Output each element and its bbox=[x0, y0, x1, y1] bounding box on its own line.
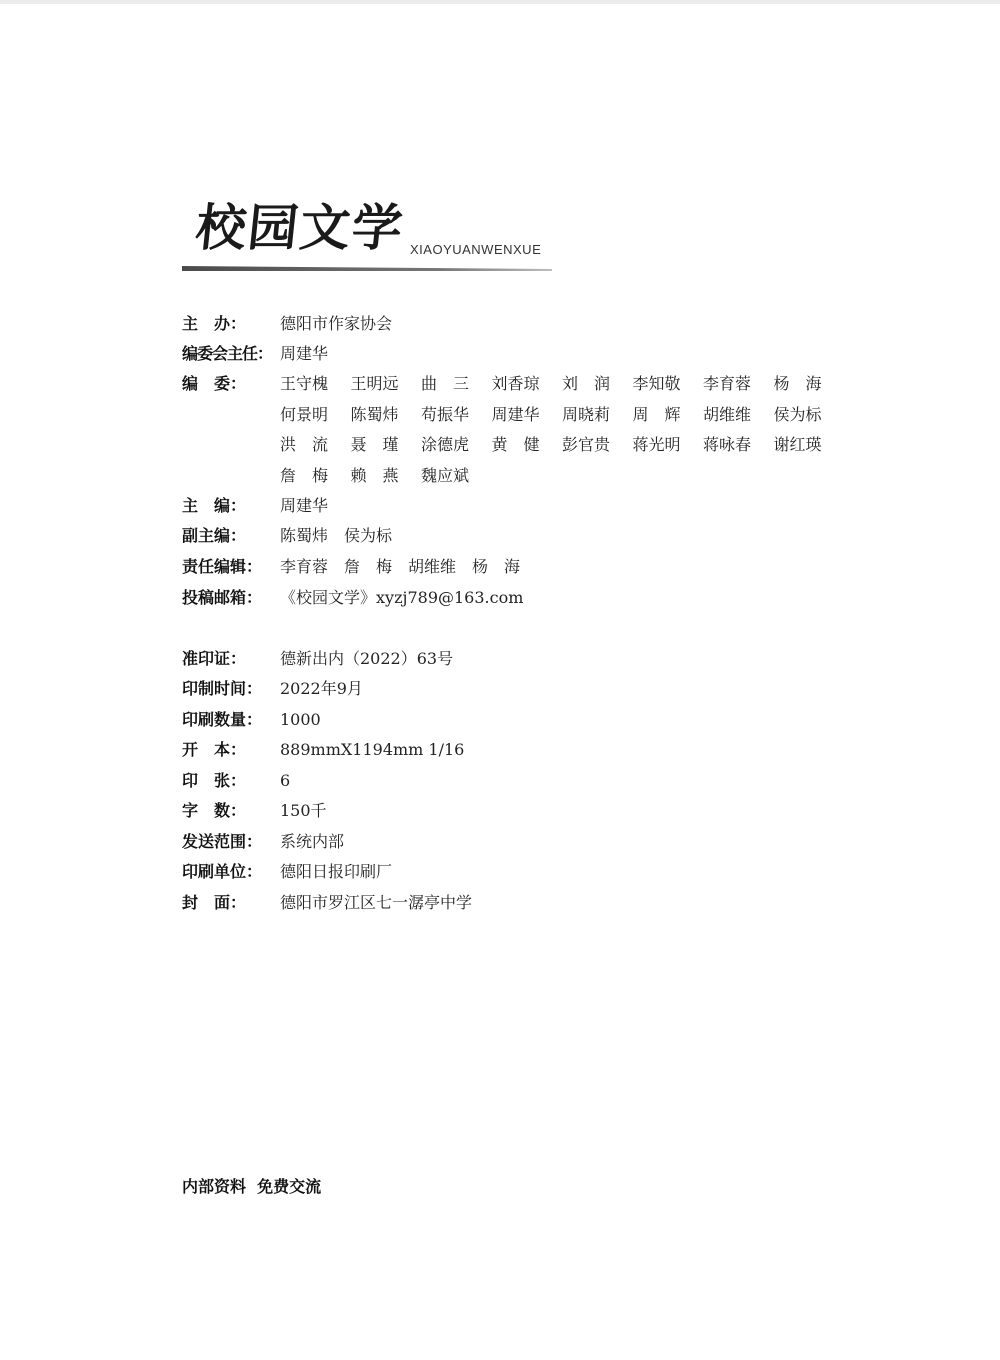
committee-member: 赖 燕 bbox=[350, 465, 399, 485]
deputy-value: 陈蜀炜 侯为标 bbox=[280, 526, 393, 545]
director-value: 周建华 bbox=[280, 344, 329, 363]
committee-member: 聂 瑾 bbox=[350, 435, 399, 454]
committee-member: 刘 润 bbox=[562, 374, 611, 393]
print-time-label: 印制时间： bbox=[182, 679, 263, 698]
responsible-label: 责任编辑： bbox=[182, 557, 263, 576]
committee-member: 涂德虎 bbox=[421, 435, 470, 454]
masthead-title: 校园文学 bbox=[192, 198, 408, 257]
committee-member: 周晓莉 bbox=[562, 404, 611, 424]
committee-member: 侯为标 bbox=[773, 404, 822, 424]
committee-member: 胡维维 bbox=[703, 404, 752, 424]
committee-member: 黄 健 bbox=[491, 435, 540, 454]
format-value: 889mmX1194mm 1/16 bbox=[280, 740, 465, 759]
committee-member: 洪 流 bbox=[280, 435, 329, 454]
permit-label: 准印证： bbox=[182, 649, 247, 668]
print-time-value: 2022年9月 bbox=[280, 679, 363, 698]
words-label: 字 数： bbox=[182, 801, 247, 820]
quantity-value: 1000 bbox=[280, 710, 321, 729]
words-value: 150千 bbox=[280, 801, 327, 820]
committee-member: 刘香琼 bbox=[491, 374, 540, 393]
distribution-value: 系统内部 bbox=[280, 832, 345, 851]
committee-member: 王守槐 bbox=[280, 374, 329, 393]
committee-member: 谢红瑛 bbox=[773, 435, 822, 454]
committee-member: 蒋咏春 bbox=[703, 435, 752, 454]
cover-value: 德阳市罗江区七一潺亭中学 bbox=[280, 893, 473, 912]
format-label: 开 本： bbox=[182, 740, 247, 759]
distribution-label: 发送范围： bbox=[182, 832, 263, 851]
email-value[interactable]: 《校园文学》xyzj789@163.com bbox=[280, 588, 524, 607]
committee-member: 苟振华 bbox=[421, 404, 470, 424]
committee-member: 彭官贵 bbox=[562, 435, 611, 454]
cover-label: 封 面： bbox=[182, 893, 247, 912]
printer-value: 德阳日报印刷厂 bbox=[280, 862, 393, 881]
quantity-label: 印刷数量： bbox=[182, 710, 263, 729]
responsible-value: 李育蓉 詹 梅 胡维维 杨 海 bbox=[280, 557, 521, 576]
committee-member: 周 辉 bbox=[632, 404, 681, 424]
committee-member: 蒋光明 bbox=[632, 435, 681, 454]
committee-member: 魏应斌 bbox=[421, 465, 470, 485]
chief-editor-value: 周建华 bbox=[280, 496, 329, 515]
committee-member: 陈蜀炜 bbox=[350, 404, 399, 424]
committee-member: 李育蓉 bbox=[703, 374, 752, 393]
committee-member: 王明远 bbox=[350, 374, 399, 393]
masthead-subtitle: XIAOYUANWENXUE bbox=[410, 242, 542, 257]
committee-member: 李知敬 bbox=[632, 374, 681, 393]
top-border bbox=[0, 0, 1000, 4]
printer-label: 印刷单位： bbox=[182, 862, 263, 881]
chief-editor-label: 主 编： bbox=[182, 496, 247, 515]
host-label: 主 办： bbox=[182, 314, 247, 333]
sheets-label: 印 张： bbox=[182, 771, 247, 790]
committee-member: 何景明 bbox=[280, 404, 329, 424]
footer-note: 内部资料 免费交流 bbox=[182, 1177, 322, 1196]
committee-member: 周建华 bbox=[491, 404, 540, 424]
committee-member: 曲 三 bbox=[421, 374, 470, 393]
masthead bbox=[182, 196, 552, 276]
committee-member: 詹 梅 bbox=[280, 465, 329, 485]
deputy-label: 副主编： bbox=[182, 526, 247, 545]
committee-label: 编 委： bbox=[182, 374, 247, 393]
host-value: 德阳市作家协会 bbox=[280, 314, 393, 333]
committee-member: 杨 海 bbox=[773, 374, 822, 393]
permit-value: 德新出内（2022）63号 bbox=[280, 649, 454, 668]
director-label: 编委会主任： bbox=[182, 344, 273, 363]
masthead-rule bbox=[182, 266, 552, 271]
sheets-value: 6 bbox=[280, 771, 291, 790]
email-label: 投稿邮箱： bbox=[182, 588, 263, 607]
